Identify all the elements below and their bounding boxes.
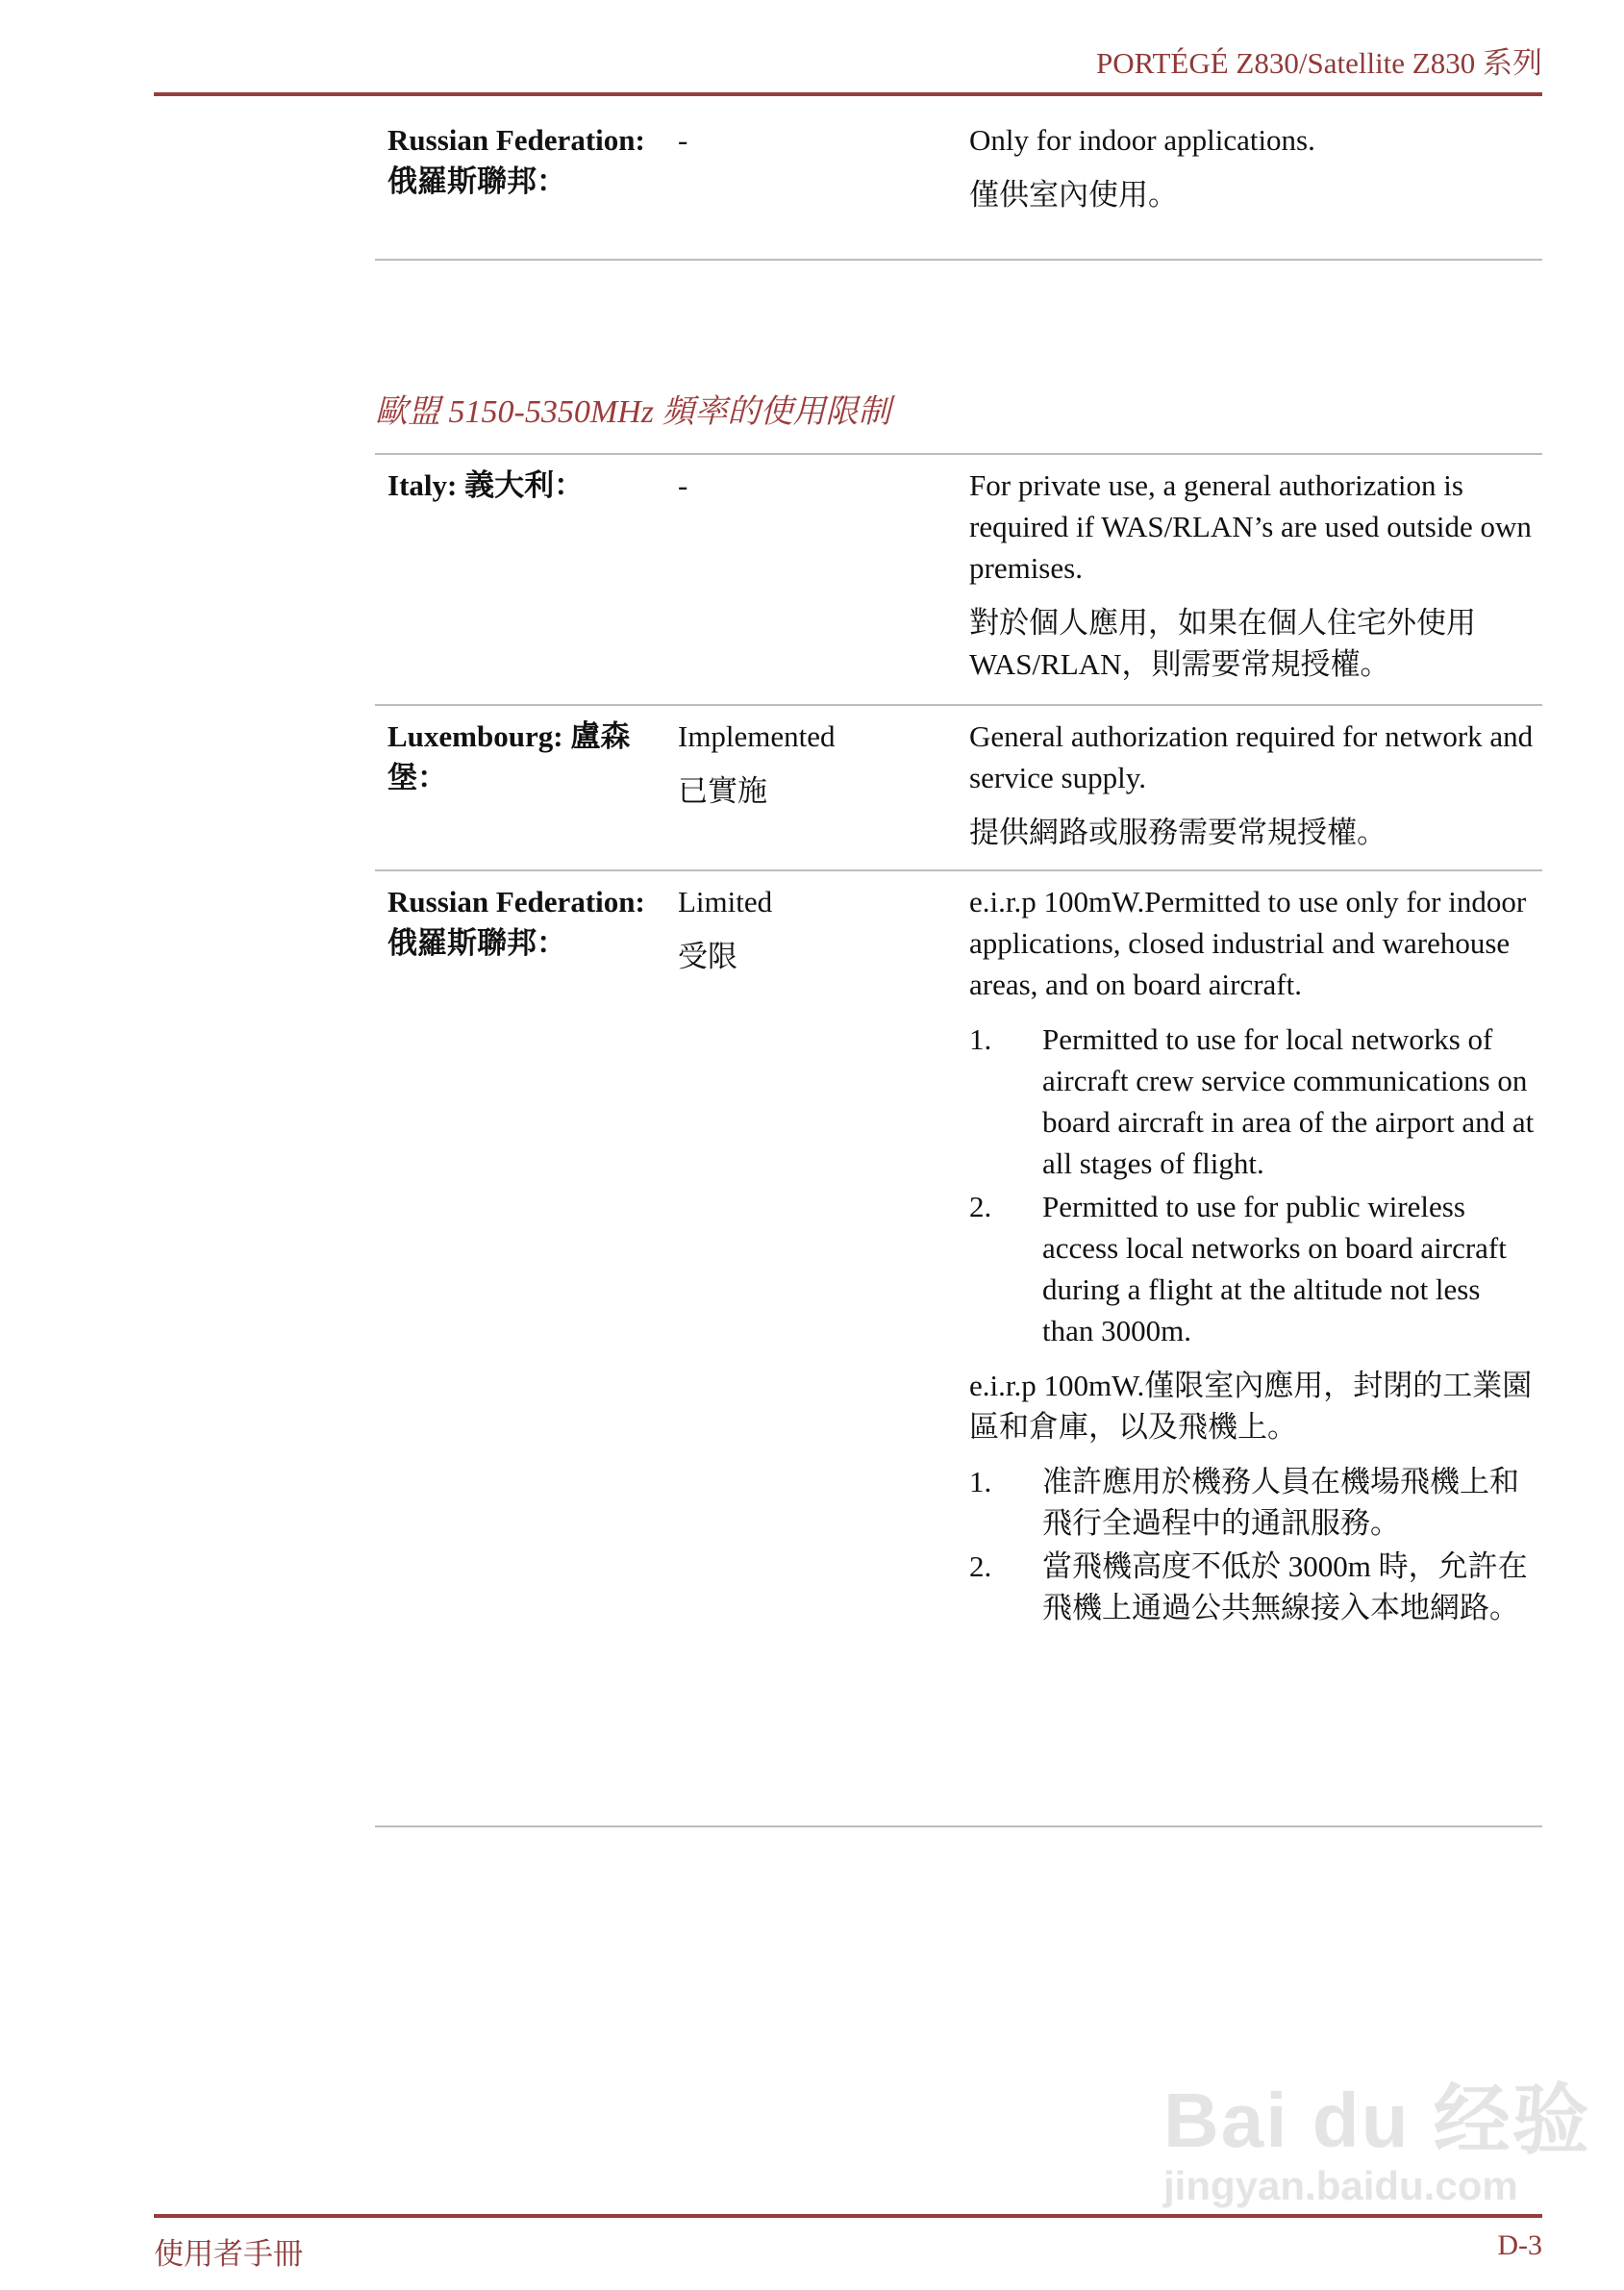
status-text: - <box>678 123 688 157</box>
row-divider <box>375 1825 1542 1827</box>
country-cell: Luxembourg: 盧森堡： <box>387 719 631 794</box>
note-en: Only for indoor applications. <box>969 123 1315 157</box>
notes-cell <box>969 881 1537 1630</box>
list-number: 2. <box>969 1549 992 1583</box>
watermark-brand: Bai du 经验 <box>1163 2077 1591 2163</box>
country-cell: Italy: 義大利： <box>387 468 585 502</box>
header-rule <box>154 92 1542 96</box>
footer-rule <box>154 2214 1542 2218</box>
status-text-zh: 已實施 <box>678 774 767 808</box>
note-en: For private use, a general authorization is required if WAS/RLAN’s are used outside own premises. <box>969 468 1532 585</box>
notes-cell <box>969 119 1537 229</box>
note-zh: 僅供室內使用。 <box>969 178 1178 212</box>
country-cell: Russian Federation: 俄羅斯聯邦： <box>387 885 645 960</box>
status-text-zh: 受限 <box>678 940 737 973</box>
row-divider <box>375 259 1542 261</box>
note-en: e.i.r.p 100mW.Permitted to use only for indoor applications, closed industrial and warehouse areas, and on board aircraft. <box>969 885 1527 1001</box>
note-en: General authorization required for network and service supply. <box>969 719 1534 794</box>
list-item <box>969 1186 1537 1351</box>
country-cell: Russian Federation: 俄羅斯聯邦： <box>387 123 645 198</box>
status-cell <box>678 119 957 174</box>
running-header: PORTÉGÉ Z830/Satellite Z830 系列 <box>1096 46 1542 80</box>
status-text: Implemented <box>678 719 836 753</box>
list-number: 1. <box>969 1022 992 1056</box>
status-cell <box>678 465 957 519</box>
status-cell <box>678 881 957 991</box>
list-text: Permitted to use for local networks of aircraft crew service communications on board aircraft in area of the airport and at all stages of flight. <box>1042 1022 1535 1180</box>
row-divider <box>375 869 1542 871</box>
footer-title: 使用者手冊 <box>154 2237 303 2271</box>
notes-cell <box>969 716 1537 867</box>
section-title: 歐盟 5150-5350MHz 頻率的使用限制 <box>375 394 891 430</box>
page-number: D-3 <box>1497 2229 1542 2261</box>
list-text: Permitted to use for public wireless access local networks on board aircraft during a flight at the altitude not less than 3000m. <box>1042 1190 1507 1347</box>
row-divider <box>375 453 1542 455</box>
status-text: - <box>678 468 688 502</box>
list-item <box>969 1546 1537 1628</box>
list-number: 2. <box>969 1190 992 1223</box>
status-cell <box>678 716 957 825</box>
list-number: 1. <box>969 1465 992 1498</box>
list-text: 准許應用於機務人員在機場飛機上和飛行全過程中的通訊服務。 <box>1042 1465 1519 1540</box>
row-divider <box>375 704 1542 706</box>
notes-cell <box>969 465 1537 698</box>
watermark-url: jingyan.baidu.com <box>1163 2163 1518 2208</box>
note-zh: 提供網路或服務需要常規授權。 <box>969 816 1387 849</box>
list-item <box>969 1019 1537 1184</box>
note-zh: e.i.r.p 100mW.僅限室內應用，封閉的工業園區和倉庫，以及飛機上。 <box>969 1369 1533 1444</box>
list-item <box>969 1461 1537 1544</box>
note-zh: 對於個人應用，如果在個人住宅外使用 WAS/RLAN，則需要常規授權。 <box>969 606 1476 681</box>
list-text: 當飛機高度不低於 3000m 時，允許在飛機上通過公共無線接入本地網路。 <box>1042 1549 1528 1624</box>
baidu-watermark <box>1163 2058 1591 2209</box>
status-text: Limited <box>678 885 773 919</box>
